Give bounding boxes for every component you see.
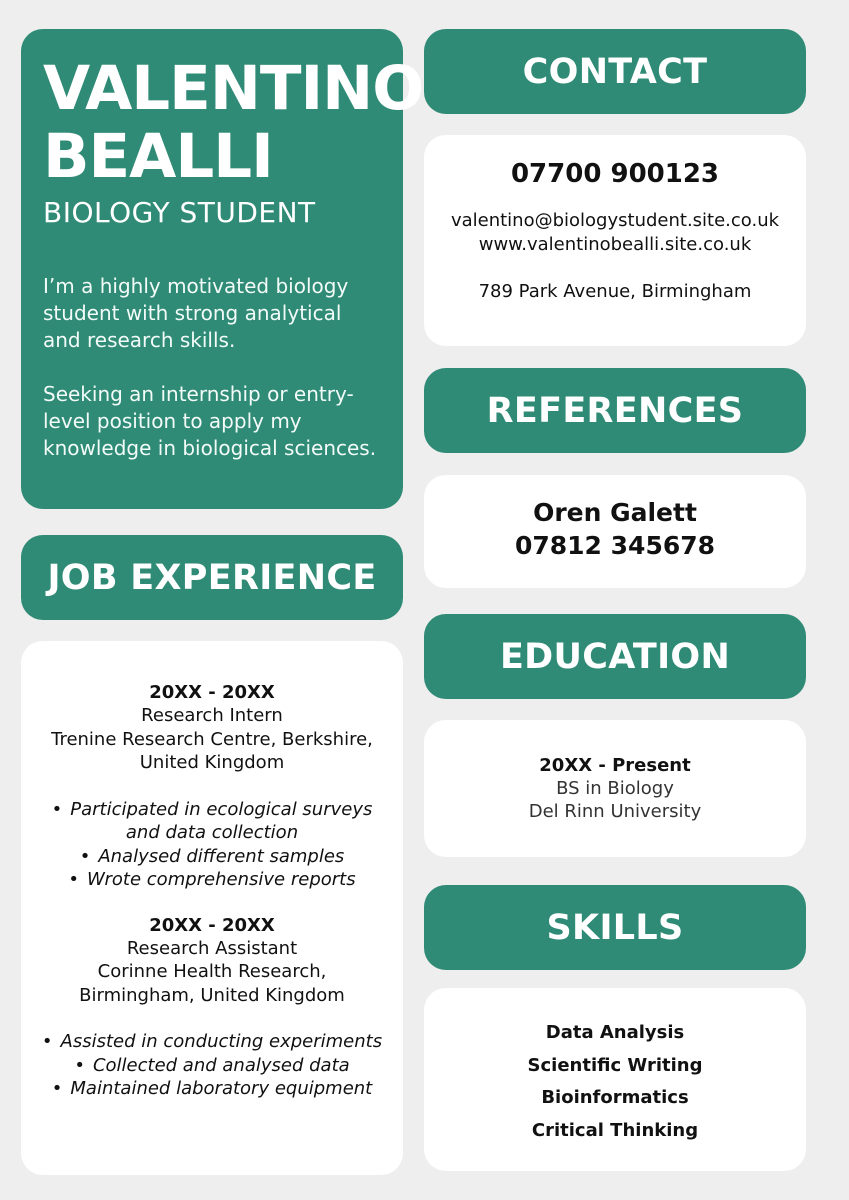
- education-period: 20XX - Present: [539, 755, 691, 776]
- contact-title: CONTACT: [522, 51, 708, 92]
- job-place-country: Birmingham, United Kingdom: [79, 984, 345, 1006]
- contact-card: [424, 135, 806, 346]
- bullet-icon: •: [51, 798, 63, 820]
- contact-website: www.valentinobealli.site.co.uk: [478, 234, 752, 255]
- skill-item: Bioinformatics: [541, 1087, 689, 1108]
- education-card: [424, 720, 806, 857]
- duty-text: Maintained laboratory equipment: [70, 1078, 373, 1099]
- skill-item: Scientific Writing: [527, 1054, 703, 1076]
- duty-text: and data collection: [125, 822, 299, 843]
- contact-email: valentino@biologystudent.site.co.uk: [450, 210, 780, 231]
- skill-item: Data Analysis: [545, 1022, 685, 1043]
- job-experience-title: JOB EXPERIENCE: [47, 557, 377, 598]
- list-item: [21, 1077, 403, 1101]
- job-experience-header: [21, 535, 403, 620]
- list-item: [21, 845, 403, 869]
- skills-card: [424, 988, 806, 1171]
- duty-text: Analysed different samples: [98, 845, 345, 867]
- job-period: 20XX - 20XX: [149, 914, 275, 936]
- job-period: 20XX - 20XX: [149, 682, 275, 703]
- job-place: Corinne Health Research,: [97, 961, 327, 982]
- list-item: [21, 1054, 403, 1078]
- list-item: [21, 1030, 403, 1054]
- profile-card: [21, 29, 424, 509]
- last-name: BEALLI: [43, 121, 273, 192]
- bullet-icon: •: [51, 1078, 63, 1099]
- education-degree: BS in Biology: [556, 778, 674, 799]
- duty-text: Wrote comprehensive reports: [87, 869, 356, 890]
- references-header: [424, 368, 806, 453]
- duty-text: Collected and analysed data: [92, 1054, 350, 1076]
- references-card: [424, 475, 806, 588]
- education-title: EDUCATION: [499, 636, 731, 677]
- summary-paragraph-2: Seeking an internship or entry-level position to apply my knowledge in biological sciences.: [43, 382, 377, 460]
- bullet-icon: •: [74, 1054, 85, 1076]
- name-heading: [43, 53, 424, 192]
- references-title: REFERENCES: [486, 390, 744, 431]
- contact-address: 789 Park Avenue, Birmingham: [478, 281, 752, 302]
- reference-name: Oren Galett: [533, 498, 697, 527]
- duty-text: Assisted in conducting experiments: [60, 1031, 383, 1052]
- job-place-country: United Kingdom: [139, 752, 285, 773]
- bullet-icon: •: [68, 869, 80, 890]
- role-title: BIOLOGY STUDENT: [43, 196, 316, 229]
- contact-phone: 07700 900123: [510, 159, 720, 189]
- job-title: Research Assistant: [126, 937, 298, 959]
- job-entry: [21, 914, 403, 1101]
- job-entry: [21, 681, 403, 892]
- job-duties-list: [21, 1030, 403, 1101]
- job-duties-list: [21, 798, 403, 892]
- bullet-icon: •: [41, 1031, 53, 1052]
- list-item: [21, 868, 403, 892]
- contact-header: [424, 29, 806, 114]
- education-school: Del Rinn University: [528, 801, 702, 822]
- reference-phone: 07812 345678: [514, 531, 716, 560]
- skills-title: SKILLS: [546, 907, 684, 948]
- job-place: Trenine Research Centre, Berkshire,: [51, 728, 373, 750]
- list-item: [21, 821, 403, 845]
- education-header: [424, 614, 806, 699]
- job-title: Research Intern: [141, 705, 283, 726]
- summary-paragraph-1: I’m a highly motivated biology student with strong analytical and research skills.: [43, 274, 349, 352]
- skills-header: [424, 885, 806, 970]
- job-experience-card: [21, 641, 403, 1175]
- skill-item: Critical Thinking: [531, 1119, 699, 1141]
- bullet-icon: •: [79, 845, 91, 867]
- duty-text: Participated in ecological surveys: [70, 798, 373, 820]
- first-name: VALENTINO: [43, 53, 424, 124]
- list-item: [21, 798, 403, 822]
